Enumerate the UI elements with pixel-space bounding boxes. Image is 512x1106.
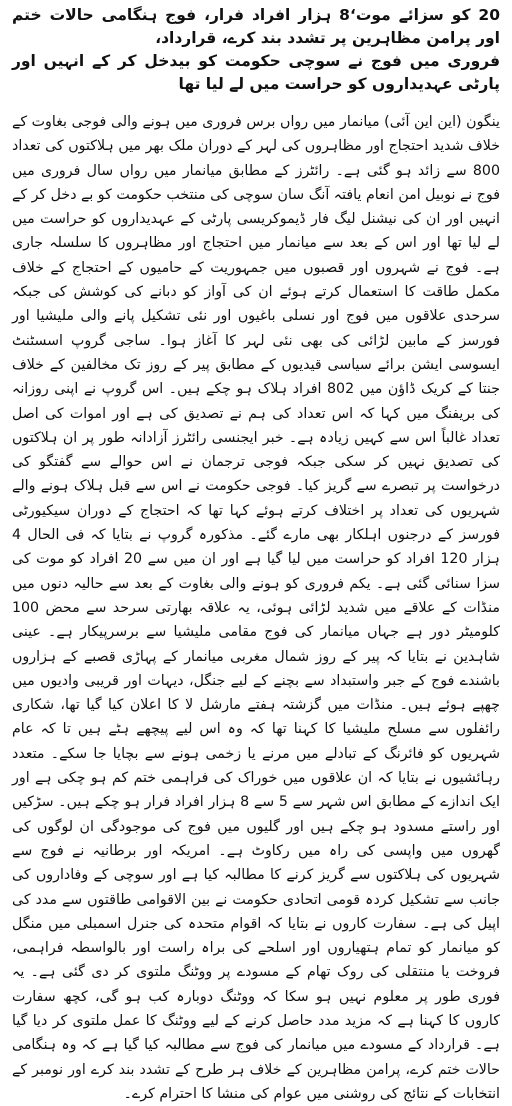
article-body: ینگون (این این آئی) میانمار میں رواں برس فروری میں ہونے والی فوجی بغاوت کے خلاف شدید احتجاج اور مظاہروں کی لہر کے دوران ملک بھر میں ہلاکتوں کی تعداد 800 سے زائد ہو گئی ہے۔ رائٹرز کے مطابق میانمار میں رواں سال فروری میں فوج نے نوبیل امن انعام یافتہ آنگ سان سوچی کی منتخب حکومت کو بے دخل کر کے انہیں اور ان کی نیشنل لیگ فار ڈیموکریسی پارٹی کے عہدیداروں کو حراست میں لے لیا تھا اور اس کے بعد سے میانمار میں احتجاج اور مظاہروں کا سلسلہ جاری ہے۔ فوج نے شہروں اور قصبوں میں جمہوریت کے حامیوں کے احتجاج کے خلاف مکمل طاقت کا استعمال کرتے ہوئے ان کی آواز کو دبانے کی کوشش کی جبکہ سرحدی علاقوں میں فوج اور نسلی باغیوں اور نئی تشکیل پانے والی ملیشیا اور فورسز کے مابین لڑائی کی بھی نئی لہر کا آغاز ہوا۔ ساجی گروپ اسسٹنٹ ایسوسی ایشن برائے سیاسی قیدیوں کے مطابق پیر کے روز تک مخالفین کے خلاف جنتا کے کریک ڈاؤن میں 802 افراد ہلاک ہو چکے ہیں۔ اس گروپ نے اپنی روزانہ کی بریفنگ میں کہا کہ اس تعداد کی ہم نے تصدیق کی ہے اور اموات کی اصل تعداد غالباً اس سے کہیں زیادہ ہے۔ خبر ایجنسی رائٹرز آزادانہ طور پر ان ہلاکتوں کی تصدیق نہیں کر سکی جبکہ فوجی ترجمان نے اس حوالے سے گفتگو کی درخواست پر تبصرے سے گریز کیا۔ فوجی حکومت نے اس سے قبل ہلاک ہونے والے شہریوں کی تعداد پر اختلاف کرتے ہوئے کہا تھا کہ احتجاج کے دوران سیکیورٹی فورسز کے درجنوں اہلکار بھی مارے گئے۔ مذکورہ گروپ نے بتایا کہ فی الحال 4 ہزار 120 افراد کو حراست میں لیا گیا ہے اور ان میں سے 20 افراد کو موت کی سزا سنائی گئی ہے۔ یکم فروری کو ہونے والی بغاوت کے بعد سے حالیہ دنوں میں منڈات کے علاقے میں شدید لڑائی ہوئی، یہ علاقہ بھارتی سرحد سے محض 100 کلومیٹر دور ہے جہاں میانمار کی فوج مقامی ملیشیا سے برسرپیکار ہے۔ عینی شاہدین نے بتایا کہ پیر کے روز شمال مغربی میانمار کے پہاڑی قصبے کے ہزاروں باشندے فوج کے جبر واستبداد سے بچنے کے لیے جنگل، دیہات اور قریبی وادیوں میں چھپے ہوئے ہیں۔ منڈات میں گزشتہ ہفتے مارشل لا کا اعلان کیا گیا تھا، شکاری رائفلوں سے مسلح ملیشیا کا کہنا تھا کہ وہ اس لیے پیچھے ہٹے ہیں تا کہ عام شہریوں کو فائرنگ کے تبادلے میں مرنے یا زخمی ہونے سے بچایا جا سکے۔ متعدد رہائشیوں نے بتایا کہ ان علاقوں میں خوراک کی فراہمی ختم کم ہو چکی ہے اور ایک اندازے کے مطابق اس شہر سے 5 سے 8 ہزار افراد فرار ہو چکے ہیں۔ سڑکیں اور راستے مسدود ہو چکے ہیں اور گلیوں میں فوج کی موجودگی ان لوگوں کی گھروں میں واپسی کی راہ میں رکاوٹ ہے۔ امریکہ اور برطانیہ نے فوج سے شہریوں کی ہلاکتوں سے گریز کرنے کا مطالبہ کیا ہے اور سوچی کے وفاداروں کی جانب سے تشکیل کردہ قومی اتحادی حکومت نے بین الاقوامی طاقتوں سے مدد کی اپیل کی ہے۔ سفارت کاروں نے بتایا کہ اقوام متحدہ کی جنرل اسمبلی میں منگل کو میانمار کو تمام ہتھیاروں اور اسلحے کی براہ راست اور بالواسطہ فراہمی، فروخت یا منتقلی کی روک تھام کے مسودے پر ووٹنگ ملتوی کر دی گئی ہے۔ یہ فوری طور پر معلوم نہیں ہو سکا کہ ووٹنگ دوبارہ کب ہو گی، کچھ سفارت کاروں کا کہنا ہے کہ مزید مدد حاصل کرنے کے لیے ووٹنگ کا عمل ملتوی کر دیا گیا ہے۔ قرارداد کے مسودے میں میانمار کی فوج سے مطالبہ کیا گیا ہے کہ وہ ہنگامی حالات ختم کرے، پرامن مظاہرین کے خلاف ہر طرح کے تشدد بند کرے اور نومبر کے انتخابات کے نتائج کی روشنی میں عوام کی منشا کا احترام کرے۔ bbox=[12, 114, 500, 1102]
article-headline bbox=[12, 4, 500, 96]
headline-line-2: فروری میں فوج نے سوچی حکومت کو بیدخل کر کے انہیں اور پارٹی عہدیداروں کو حراست میں لے لیا تھا bbox=[12, 52, 500, 93]
headline-line-1: 20 کو سزائے موت‘8 ہزار افراد فرار، فوج ہنگامی حالات ختم اور پرامن مظاہرین پر تشدد بند کرے، قرارداد، bbox=[12, 6, 500, 47]
